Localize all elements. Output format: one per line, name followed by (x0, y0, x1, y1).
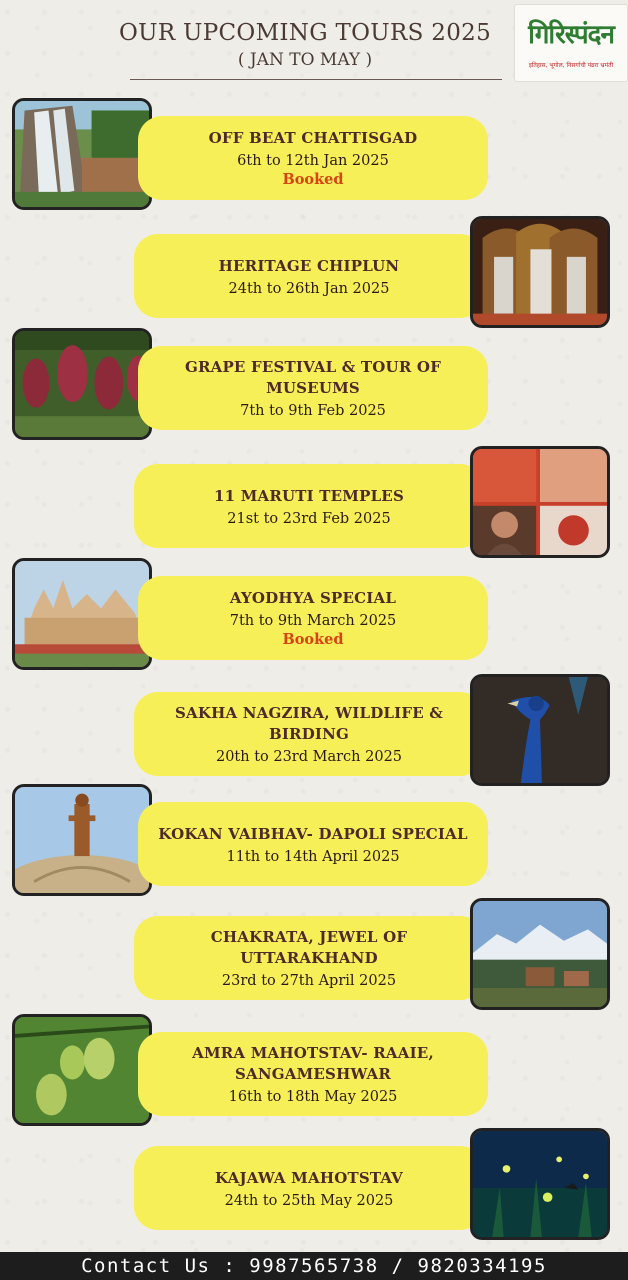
tour-dates: 7th to 9th March 2025 (229, 613, 397, 629)
tour-name: KAJAWA MAHOTSTAV (214, 1168, 403, 1187)
tour-dates: 6th to 12th Jan 2025 (237, 153, 389, 169)
tour-name: OFF BEAT CHATTISGAD (208, 129, 418, 147)
tour-name: 11 MARUTI TEMPLES (214, 486, 404, 505)
temple-idols-photo (470, 216, 610, 328)
waterfall-photo (12, 98, 152, 210)
tour-card (0, 328, 628, 440)
grapes-photo (12, 328, 152, 440)
tour-info-panel (138, 576, 488, 660)
tour-dates: 21st to 23rd Feb 2025 (227, 510, 391, 527)
tour-info-panel (138, 1032, 488, 1116)
booked-badge: Booked (282, 631, 344, 648)
mango-photo (12, 1014, 152, 1126)
tour-info-panel (134, 916, 484, 1000)
tour-dates: 24th to 26th Jan 2025 (228, 280, 390, 297)
tour-name: HERITAGE CHIPLUN (218, 256, 400, 275)
fireflies-photo (470, 1128, 610, 1240)
tour-card (0, 558, 628, 670)
tour-card (0, 216, 628, 328)
tour-name: CHAKRATA, JEWEL OF UTTARAKHAND (210, 928, 408, 967)
tour-name: GRAPE FESTIVAL & TOUR OF MUSEUMS (184, 358, 442, 397)
tour-name: SAKHA NAGZIRA, WILDLIFE & BIRDING (174, 704, 444, 743)
mountains-photo (470, 898, 610, 1010)
tour-card (0, 1128, 628, 1240)
tour-name: KOKAN VAIBHAV- DAPOLI SPECIAL (158, 824, 468, 843)
tour-info-panel (138, 802, 488, 886)
tour-info-panel (134, 692, 484, 776)
tour-info-panel (138, 346, 488, 430)
tour-card (0, 674, 628, 786)
booked-badge: Booked (282, 171, 344, 188)
logo-tagline: इतिहास, भूगोल, निसर्गाची पंढरा भ्रमंती (528, 62, 614, 69)
ayodhya-temple-photo (12, 558, 152, 670)
logo-wordmark: गिरिस्पंदन (528, 20, 614, 50)
tour-dates: 23rd to 27th April 2025 (221, 973, 397, 989)
peacock-photo (470, 674, 610, 786)
tour-dates: 7th to 9th Feb 2025 (240, 403, 386, 419)
tour-card (0, 898, 628, 1010)
tour-info-panel (134, 234, 484, 318)
statue-photo (12, 784, 152, 896)
tour-info-panel (138, 116, 488, 200)
tour-card (0, 784, 628, 896)
tour-dates: 20th to 23rd March 2025 (215, 749, 403, 765)
tour-name: AYODHYA SPECIAL (229, 589, 397, 607)
tour-dates: 16th to 18th May 2025 (228, 1089, 398, 1105)
tour-dates: 24th to 25th May 2025 (224, 1192, 394, 1209)
tour-card (0, 1014, 628, 1126)
maruti-collage-photo (470, 446, 610, 558)
page-title: OUR UPCOMING TOURS 2025 (118, 20, 492, 46)
tour-info-panel (134, 1146, 484, 1230)
tour-card (0, 98, 628, 210)
page-subtitle: ( JAN TO MAY ) (237, 50, 373, 70)
contact-footer: Contact Us : 9987565738 / 9820334195 (0, 1252, 628, 1280)
brand-logo (514, 4, 628, 82)
tour-name: AMRA MAHOTSTAV- RAAIE, SANGAMESHWAR (192, 1044, 434, 1083)
tour-card (0, 446, 628, 558)
tour-dates: 11th to 14th April 2025 (226, 848, 400, 865)
header-divider (130, 79, 502, 80)
tour-info-panel (134, 464, 484, 548)
